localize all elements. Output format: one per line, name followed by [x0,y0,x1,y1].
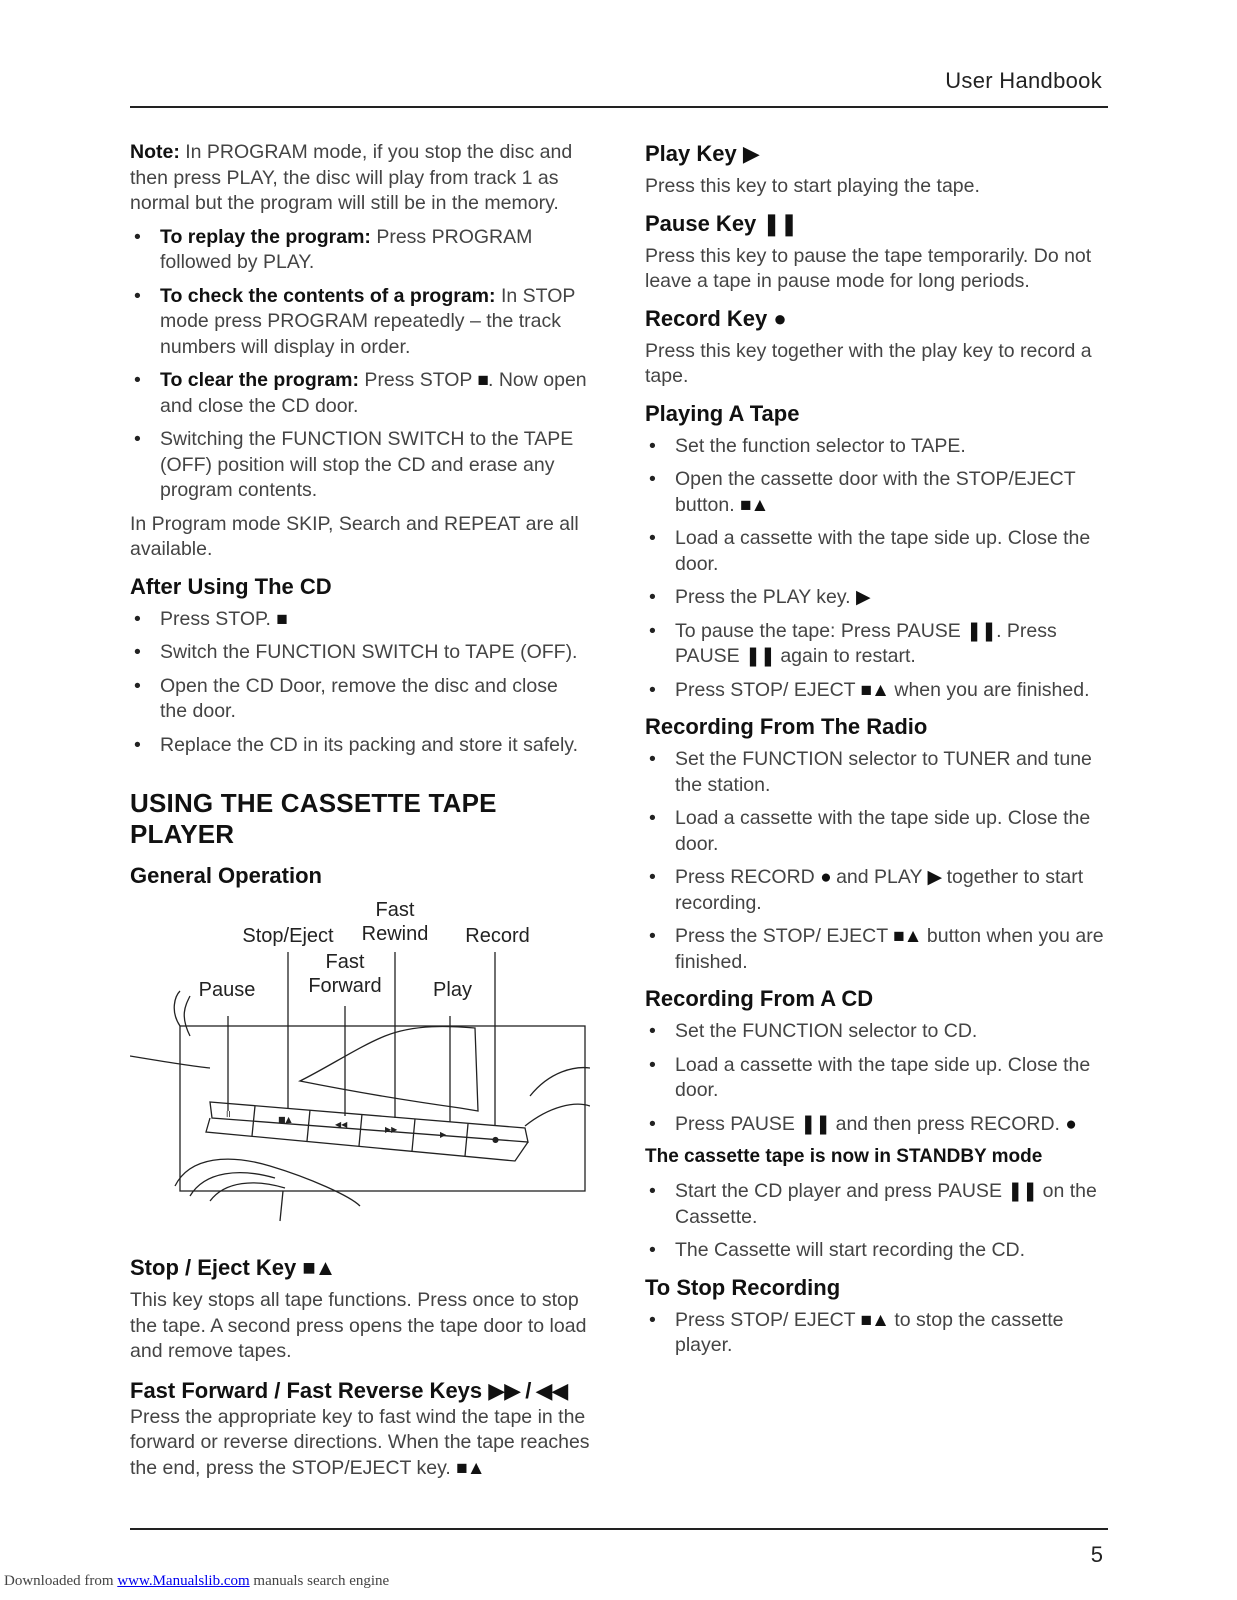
manualslib-link[interactable]: www.Manualslib.com [117,1573,250,1589]
pause-label: Pause [198,979,256,1001]
page-number: 5 [1090,1542,1103,1567]
recording-radio-list [645,747,1110,975]
standby-list [645,1179,1110,1264]
stop-eject-icon: ■▲ [860,1309,889,1331]
list-item: • Open the CD Door, remove the disc and close the door. [130,674,590,725]
fast-rewind-label: Fast Rewind [361,899,429,945]
recording-cd-list [645,1019,1110,1137]
stop-eject-icon: ■▲ [302,1255,336,1280]
list-item: • Press the STOP/ EJECT ■▲ button when you are finished. [645,924,1110,975]
fast-keys-text: Press the appropriate key to fast wind the tape in the forward or reverse directions. When the tape reaches the end, press the STOP/EJECT key. ■▲ [130,1405,590,1479]
fast-forward-label: Fast Forward [308,951,382,997]
record-key-text: Press this key together with the play key to record a tape. [645,339,1092,387]
pause-key-text: Press this key to pause the tape temporarily. Do not leave a tape in pause mode for long periods. [645,244,1092,292]
list-item: • Start the CD player and press PAUSE ❚❚ on the Cassette. [645,1179,1110,1230]
list-item: • Press STOP/ EJECT ■▲ when you are finished. [645,678,1110,704]
list-item: • To pause the tape: Press PAUSE ❚❚. Press PAUSE ❚❚ again to restart. [645,619,1110,670]
list-item: • Press RECORD ● and PLAY ▶ together to start recording. [645,865,1110,916]
record-key-heading: Record Key ● [645,305,786,331]
list-item: • Set the FUNCTION selector to CD. [645,1019,1110,1045]
list-item: • Load a cassette with the tape side up. Close the door. [645,806,1110,857]
svg-text:◀◀: ◀◀ [335,1120,348,1129]
record-icon: ● [1065,1113,1076,1135]
pause-icon: ❚❚ [966,620,997,642]
standby-note: The cassette tape is now in STANDBY mode [645,1146,1043,1167]
svg-text:■▲: ■▲ [278,1115,292,1124]
playing-tape-heading: Playing A Tape [645,400,800,426]
play-key-text: Press this key to start playing the tape. [645,175,980,197]
pause-icon: ❚❚ [762,210,798,236]
record-icon: ● [773,305,786,331]
list-item: • Press the PLAY key. ▶ [645,585,1110,611]
svg-text:▶: ▶ [440,1130,447,1139]
footer-rule [130,1528,1108,1530]
general-operation-heading: General Operation [130,863,322,888]
play-icon: ▶ [927,867,942,888]
list-item: • Set the FUNCTION selector to TUNER and tune the station. [645,747,1110,798]
play-key-heading: Play Key ▶ [645,141,759,166]
record-icon: ● [820,867,831,888]
after-cd-list [130,607,590,759]
cassette-heading: USING THE CASSETTE TAPE PLAYER [130,788,497,849]
list-item: • Switch the FUNCTION SWITCH to TAPE (OFF). [130,640,590,666]
pause-key-heading: Pause Key ❚❚ [645,210,798,236]
list-item: • Load a cassette with the tape side up. Close the door. [645,1053,1110,1104]
record-label: Record [465,925,530,947]
program-note [130,140,590,217]
stop-icon: ■ [276,608,287,630]
after-cd-heading: After Using The CD [130,573,332,599]
program-footer: In Program mode SKIP, Search and REPEAT are all available. [130,512,579,560]
list-item: • Press STOP. ■ [130,607,590,633]
header-rule [130,106,1108,108]
list-item: • To check the contents of a program: In STOP mode press PROGRAM repeatedly – the track numbers will display in order. [130,284,590,361]
header-title: User Handbook [945,68,1102,93]
list-item: • Switching the FUNCTION SWITCH to the TAPE (OFF) position will stop the CD and erase any program contents. [130,427,590,504]
play-icon: ▶ [856,587,870,608]
fast-keys-heading: Fast Forward / Fast Reverse Keys ▶▶ / ◀◀ [130,1377,568,1403]
note-label: Note: [130,141,180,163]
pause-icon: ❚❚ [800,1113,831,1135]
stop-icon: ■ [477,370,488,391]
recording-cd-heading: Recording From A CD [645,986,874,1011]
list-item: • Press STOP/ EJECT ■▲ to stop the cassette player. [645,1308,1110,1359]
pause-icon: ❚❚ [1007,1181,1038,1202]
stop-eject-icon: ■▲ [456,1457,485,1479]
left-column [130,140,590,1489]
list-item: • Open the cassette door with the STOP/EJECT button. ■▲ [645,467,1110,518]
right-column [645,140,1110,1367]
cassette-controls-diagram [130,896,590,1236]
recording-radio-heading: Recording From The Radio [645,714,928,739]
list-item: • Press PAUSE ❚❚ and then press RECORD. ● [645,1112,1110,1138]
stop-eject-text: This key stops all tape functions. Press once to stop the tape. A second press opens the tape door to load and remove tapes. [130,1289,587,1362]
stop-eject-icon: ■▲ [860,679,889,701]
svg-text:▶▶: ▶▶ [385,1125,398,1134]
stop-eject-icon: ■▲ [893,926,922,947]
list-item: • To replay the program: Press PROGRAM followed by PLAY. [130,225,590,276]
stop-eject-heading: Stop / Eject Key ■▲ [130,1255,336,1280]
stop-eject-label: Stop/Eject [242,925,334,947]
svg-text:II: II [226,1110,231,1119]
program-bullets [130,225,590,504]
svg-text:●: ● [492,1135,499,1144]
note-text: In PROGRAM mode, if you stop the disc and then press PLAY, the disc will play from track 1 as normal but the program will still be in the memory. [130,141,573,214]
stop-eject-icon: ■▲ [740,494,769,516]
play-label: Play [433,979,472,1001]
list-item: • The Cassette will start recording the CD. [645,1238,1110,1264]
fast-forward-reverse-icon: ▶▶ / ◀◀ [488,1377,568,1403]
playing-tape-list [645,434,1110,704]
play-icon: ▶ [742,141,759,166]
list-item: • To clear the program: Press STOP ■. Now open and close the CD door. [130,368,590,419]
list-item: • Load a cassette with the tape side up. Close the door. [645,526,1110,577]
download-footer: Downloaded from www.Manualslib.com manuals search engine [4,1573,390,1589]
stop-recording-list [645,1308,1110,1359]
pause-icon: ❚❚ [745,646,775,667]
stop-recording-heading: To Stop Recording [645,1274,841,1300]
list-item: • Replace the CD in its packing and store it safely. [130,733,590,759]
list-item: • Set the function selector to TAPE. [645,434,1110,460]
